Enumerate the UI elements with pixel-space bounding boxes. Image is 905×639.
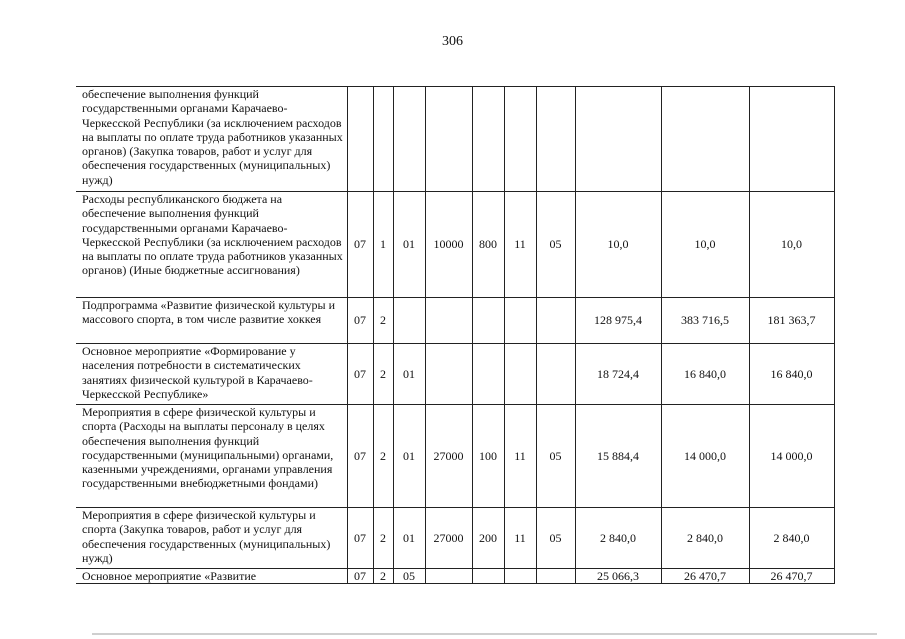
subsection-code: [536, 298, 575, 344]
scan-artifact-line: [92, 633, 877, 635]
program-code: 2: [373, 298, 393, 344]
direction-code: 27000: [425, 508, 472, 569]
subsection-code: 05: [536, 405, 575, 508]
direction-code: 10000: [425, 192, 472, 298]
subsection-code: [536, 569, 575, 584]
expense-type-code: [472, 344, 504, 405]
subprogram-code: [393, 87, 425, 192]
subprogram-code: 05: [393, 569, 425, 584]
page-number: 306: [442, 34, 463, 49]
chapter-code: 07: [347, 298, 373, 344]
chapter-code: 07: [347, 508, 373, 569]
amount-year-3: 181 363,7: [749, 298, 834, 344]
chapter-code: [347, 87, 373, 192]
section-code: [504, 87, 536, 192]
subprogram-code: 01: [393, 344, 425, 405]
table-row: [76, 569, 834, 584]
table-row: [76, 298, 834, 344]
row-description: Подпрограмма «Развитие физической культуры и массового спорта, в том числе развитие хоккея: [76, 298, 347, 344]
section-code: [504, 344, 536, 405]
amount-year-2: 16 840,0: [661, 344, 749, 405]
expense-type-code: 200: [472, 508, 504, 569]
chapter-code: 07: [347, 569, 373, 584]
direction-code: [425, 344, 472, 405]
program-code: 2: [373, 569, 393, 584]
row-description: обеспечение выполнения функций государственными органами Карачаево-Черкесской Республики (за исключением расходов на выплаты по оплате труда работников указанных органов) (Закупка товаров, работ и услуг для обеспечения государственных (муниципальных) нужд): [76, 87, 347, 192]
table-row: [76, 192, 834, 298]
direction-code: [425, 87, 472, 192]
amount-year-2: 383 716,5: [661, 298, 749, 344]
row-description: Мероприятия в сфере физической культуры и спорта (Закупка товаров, работ и услуг для обеспечения государственных (муниципальных) нужд): [76, 508, 347, 569]
amount-year-3: 14 000,0: [749, 405, 834, 508]
subsection-code: 05: [536, 508, 575, 569]
subsection-code: 05: [536, 192, 575, 298]
expense-type-code: 100: [472, 405, 504, 508]
amount-year-3: 16 840,0: [749, 344, 834, 405]
table-row: [76, 508, 834, 569]
subprogram-code: 01: [393, 192, 425, 298]
program-code: [373, 87, 393, 192]
amount-year-1: 18 724,4: [575, 344, 661, 405]
section-code: 11: [504, 192, 536, 298]
expense-type-code: [472, 87, 504, 192]
program-code: 2: [373, 508, 393, 569]
row-description: Расходы республиканского бюджета на обеспечение выполнения функций государственными органами Карачаево-Черкесской Республики (за исключением расходов на выплаты по оплате труда работников указанных органов) (Иные бюджетные ассигнования): [76, 192, 347, 298]
subprogram-code: 01: [393, 405, 425, 508]
chapter-code: 07: [347, 344, 373, 405]
amount-year-3: 2 840,0: [749, 508, 834, 569]
section-code: 11: [504, 405, 536, 508]
chapter-code: 07: [347, 405, 373, 508]
section-code: [504, 298, 536, 344]
amount-year-3: [749, 87, 834, 192]
table-row: [76, 405, 834, 508]
subsection-code: [536, 344, 575, 405]
table-row: [76, 344, 834, 405]
chapter-code: 07: [347, 192, 373, 298]
amount-year-2: 10,0: [661, 192, 749, 298]
amount-year-1: 128 975,4: [575, 298, 661, 344]
amount-year-2: [661, 87, 749, 192]
expense-type-code: [472, 298, 504, 344]
program-code: 2: [373, 344, 393, 405]
amount-year-2: 2 840,0: [661, 508, 749, 569]
amount-year-1: 25 066,3: [575, 569, 661, 584]
amount-year-1: 15 884,4: [575, 405, 661, 508]
row-description: Основное мероприятие «Развитие: [76, 569, 347, 584]
amount-year-1: [575, 87, 661, 192]
amount-year-2: 26 470,7: [661, 569, 749, 584]
row-description: Мероприятия в сфере физической культуры и спорта (Расходы на выплаты персоналу в целях обеспечения выполнения функций государственными (муниципальными) органами, казенными учреждениями, органами управления государственными внебюджетными фондами): [76, 405, 347, 508]
expense-type-code: 800: [472, 192, 504, 298]
program-code: 2: [373, 405, 393, 508]
section-code: [504, 569, 536, 584]
direction-code: [425, 298, 472, 344]
subprogram-code: [393, 298, 425, 344]
amount-year-3: 26 470,7: [749, 569, 834, 584]
amount-year-1: 10,0: [575, 192, 661, 298]
direction-code: 27000: [425, 405, 472, 508]
section-code: 11: [504, 508, 536, 569]
subprogram-code: 01: [393, 508, 425, 569]
budget-table: [76, 86, 835, 584]
amount-year-1: 2 840,0: [575, 508, 661, 569]
direction-code: [425, 569, 472, 584]
table-row: [76, 87, 834, 192]
program-code: 1: [373, 192, 393, 298]
subsection-code: [536, 87, 575, 192]
amount-year-3: 10,0: [749, 192, 834, 298]
expense-type-code: [472, 569, 504, 584]
amount-year-2: 14 000,0: [661, 405, 749, 508]
row-description: Основное мероприятие «Формирование у населения потребности в систематических занятиях физической культурой в Карачаево-Черкесской Республике»: [76, 344, 347, 405]
